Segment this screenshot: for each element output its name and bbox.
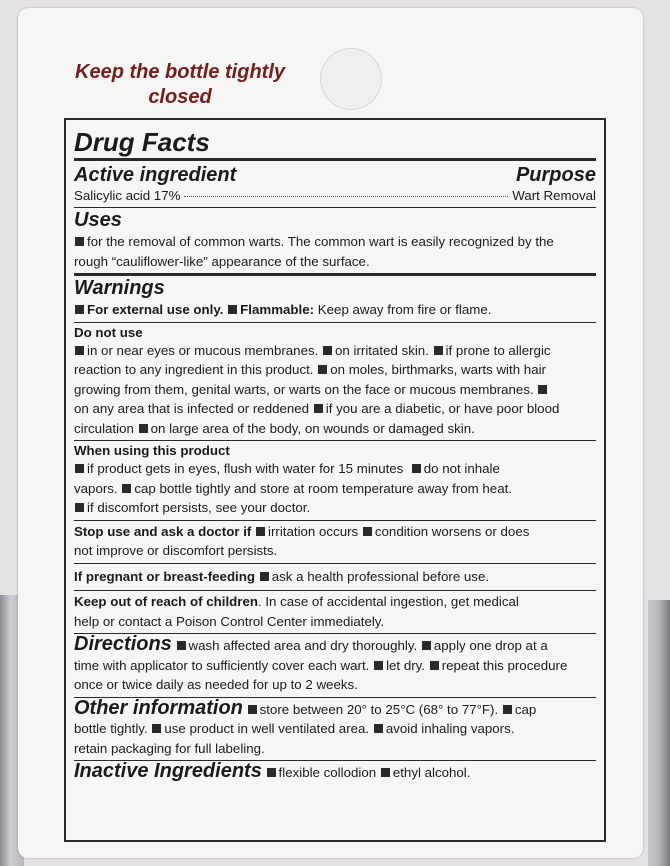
label-text: apply one drop at a (433, 638, 548, 653)
bullet-square (75, 237, 84, 246)
bullet-square (374, 724, 383, 733)
label-text: growing from them, genital warts, or warts on the face or mucous membranes. (74, 381, 534, 397)
do-not-use-line (74, 360, 596, 380)
do-not-use-line (74, 419, 596, 439)
bullet-square (381, 768, 390, 777)
bullet-square (256, 527, 265, 536)
other-info-line (74, 719, 596, 739)
label-text: in or near eyes or mucous membranes. (87, 342, 319, 358)
label-text (74, 187, 596, 205)
bullet-square (122, 484, 131, 493)
when-using-line (74, 479, 596, 499)
bullet-square (314, 404, 323, 413)
label-text: ask a health professional before use. (271, 568, 490, 584)
bullet-square (177, 641, 186, 650)
label-text: Other information (74, 696, 243, 719)
directions-line (74, 635, 596, 656)
bullet-square (430, 661, 439, 670)
bullet-square (267, 768, 276, 777)
bullet-square (228, 305, 237, 314)
label-text: let dry. (386, 657, 425, 673)
label-text: cap bottle tightly and store at room temperature away from heat. (134, 480, 512, 496)
label-text: for the removal of common warts. The common wart is easily recognized by the (87, 234, 554, 249)
label-text: wash affected area and dry thoroughly. (188, 638, 418, 653)
uses-section (74, 208, 596, 276)
drug-facts-title: Drug Facts (74, 127, 596, 161)
other-info-section (74, 698, 596, 762)
label-text: store between 20° to 25°C (68° to 77°F). (259, 701, 499, 717)
label-text: vapors. (74, 480, 118, 496)
label-text: ethyl alcohol. (392, 765, 471, 780)
do-not-use-section (74, 323, 596, 442)
inactive-section (74, 761, 596, 785)
bullet-square (75, 503, 84, 512)
label-text: time with applicator to sufficiently cover each wart. (74, 657, 370, 673)
active-ingredient-purpose: Wart Removal (512, 188, 596, 203)
label-text: irritation occurs (268, 523, 359, 539)
purpose-heading: Purpose (515, 164, 596, 186)
label-text: Keep out of reach of children (74, 594, 258, 609)
bullet-square (434, 346, 443, 355)
hang-hole (320, 48, 382, 110)
label-text: circulation (74, 420, 134, 436)
when-using-line (74, 498, 596, 518)
label-text: bottle tightly. (74, 721, 148, 736)
bullet-square (260, 572, 269, 581)
when-using-section (74, 441, 596, 521)
label-text: if product gets in eyes, flush with water for 15 minutes (87, 461, 404, 476)
label-text: For external use only. (87, 302, 224, 317)
active-ingredient-name: Salicylic acid 17% (74, 188, 181, 203)
bullet-square (75, 346, 84, 355)
do-not-use-line (74, 380, 596, 400)
inactive-line (74, 762, 596, 783)
other-info-line (74, 696, 596, 720)
bullet-square (75, 464, 84, 473)
when-using-heading: When using this product (74, 443, 230, 458)
label-text: if prone to allergic (445, 342, 551, 358)
keep-out-line: help or contact a Poison Control Center immediately. (74, 613, 385, 629)
label-text: Directions (74, 633, 172, 655)
bullet-square (412, 464, 421, 473)
bullet-square (363, 527, 372, 536)
pregnant-line (74, 567, 596, 587)
label-text: avoid inhaling vapors. (385, 721, 515, 736)
leader-dots (184, 196, 508, 197)
warnings-line (74, 300, 596, 320)
bullet-square (374, 661, 383, 670)
box-side-right (648, 600, 670, 866)
bullet-square (323, 346, 332, 355)
label-text: Flammable: (240, 302, 315, 317)
bullet-square (503, 705, 512, 714)
active-ingredient-heading: Active ingredient (74, 164, 237, 186)
label-text: Stop use and ask a doctor if (74, 523, 252, 539)
stop-use-line (74, 522, 596, 542)
label-text: on moles, birthmarks, warts with hair (330, 362, 546, 377)
bullet-square (422, 641, 431, 650)
label-text: If pregnant or breast-feeding (74, 568, 256, 584)
label-text (74, 164, 596, 187)
keep-out-line (74, 592, 596, 612)
directions-line: once or twice daily as needed for up to 2 weeks. (74, 677, 358, 692)
directions-section (74, 634, 596, 698)
label-text: repeat this procedure (441, 657, 568, 673)
stop-use-section (74, 521, 596, 564)
warnings-heading: Warnings (74, 277, 165, 299)
label-text: Inactive Ingredients (74, 760, 262, 782)
label-text: do not inhale (423, 461, 500, 476)
label-text: flexible collodion (278, 765, 377, 780)
label-text: on any area that is infected or reddened (74, 401, 310, 416)
directions-line (74, 656, 596, 676)
when-using-line (74, 459, 596, 479)
do-not-use-line (74, 341, 596, 361)
label-text: cap (514, 701, 537, 717)
label-text: if you are a diabetic, or have poor blood (325, 401, 560, 416)
other-info-line: retain packaging for full labeling. (74, 740, 265, 756)
top-warning: Keep the bottle tightly closed (75, 61, 285, 108)
keep-out-section (74, 591, 596, 634)
bullet-square (318, 365, 327, 374)
pregnant-section (74, 564, 596, 592)
bullet-square (152, 724, 161, 733)
label-text: reaction to any ingredient in this product. (74, 362, 314, 377)
uses-line (74, 232, 596, 252)
label-text: . In case of accidental ingestion, get medical (257, 594, 519, 609)
do-not-use-heading: Do not use (74, 324, 143, 340)
bullet-square (75, 305, 84, 314)
active-ingredient-section (74, 161, 596, 208)
do-not-use-line (74, 399, 596, 419)
uses-line: rough “cauliflower-like” appearance of the surface. (74, 253, 370, 269)
label-text: use product in well ventilated area. (164, 721, 370, 736)
label-text: if discomfort persists, see your doctor. (87, 500, 311, 515)
label-text: on large area of the body, on wounds or damaged skin. (150, 420, 475, 436)
drug-facts-panel (64, 118, 606, 842)
warnings-section (74, 276, 596, 323)
label-text: on irritated skin. (335, 342, 429, 358)
bullet-square (248, 705, 257, 714)
stop-use-line: not improve or discomfort persists. (74, 543, 278, 558)
bullet-square (139, 424, 148, 433)
bullet-square (538, 385, 547, 394)
label-text: Keep away from fire or flame. (317, 302, 492, 317)
uses-heading: Uses (74, 209, 122, 231)
label-text: condition worsens or does (374, 523, 530, 539)
package-card (18, 8, 643, 858)
